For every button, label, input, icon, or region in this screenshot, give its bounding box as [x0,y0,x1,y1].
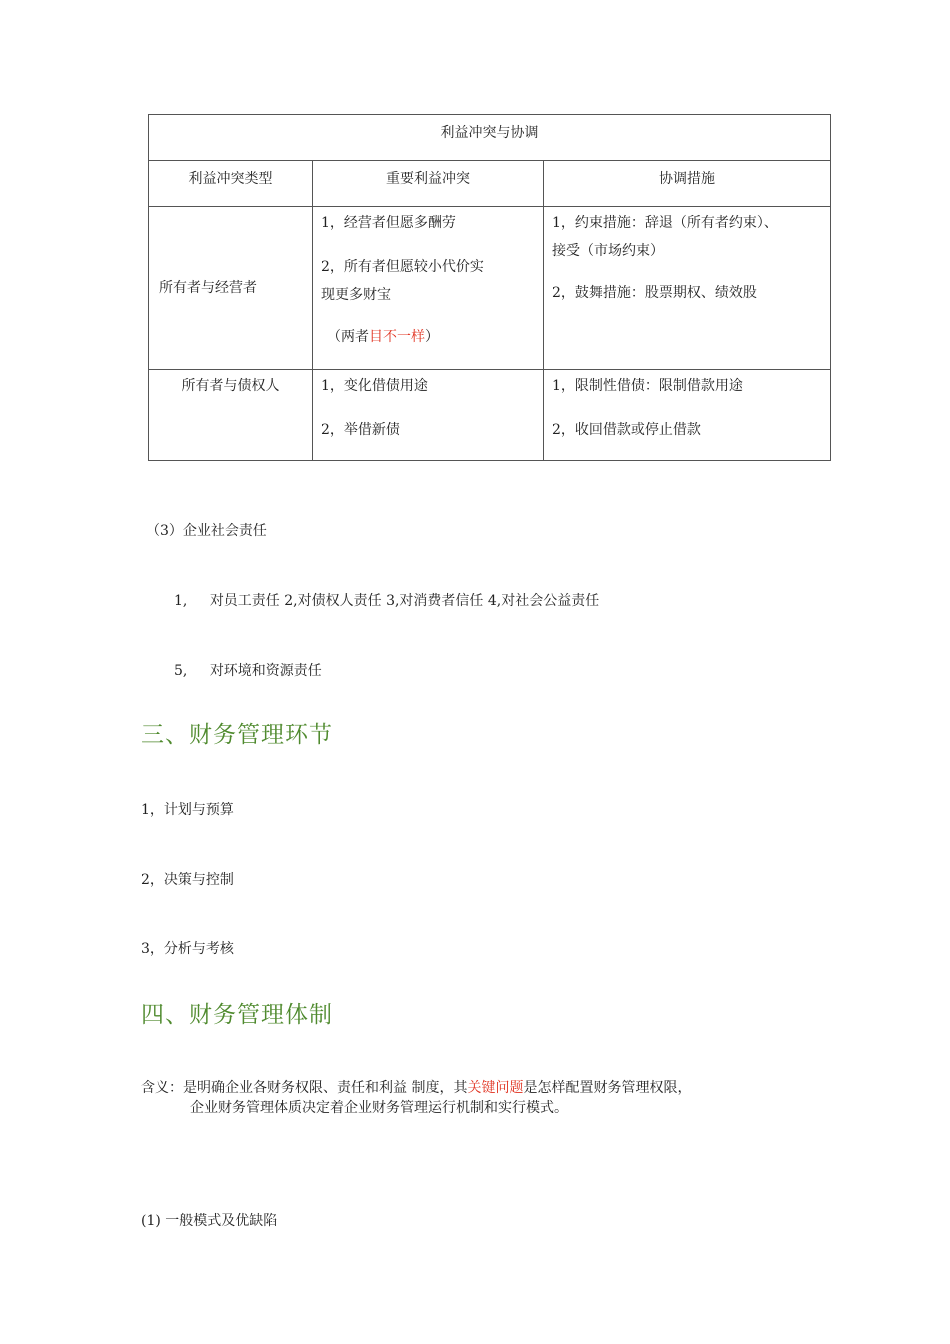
table-title-cell [149,115,831,161]
row1-type: 所有者与经营者 [159,280,257,296]
row1-measure-1a: 1，约束措施：辞退（所有者约束）、 [552,215,778,231]
row1-type-cell [149,207,313,370]
row2-type: 所有者与债权人 [181,378,280,394]
conflict-table [148,114,831,461]
table-title: 利益冲突与协调 [440,125,539,141]
row1-measure-2: 2，鼓舞措施：股票期权、绩效股 [552,285,757,301]
social-line-1 [174,590,599,610]
row1-note-post: ） [425,329,439,345]
social-line-1-text: 对员工责任 2,对债权人责任 3,对消费者信任 4,对社会公益责任 [209,593,600,609]
section-3-item-1: 1，计划与预算 [141,802,234,818]
header-cell-measure [544,161,831,207]
row2-type-cell [149,370,313,461]
definition-post: 是怎样配置财务管理权限， [523,1080,692,1096]
row2-measure-1: 1，限制性借债：限制借款用途 [552,378,743,394]
definition-key-issue: 关键问题 [467,1080,524,1096]
header-conflict: 重要利益冲突 [386,171,470,187]
row1-conflict-2b: 现更多财宝 [321,287,391,303]
social-line-2-num: 5, [174,663,188,679]
row2-conflict-cell [313,370,544,461]
section-4-heading: 四、财务管理体制 [141,1002,333,1028]
row1-measure-cell [544,207,831,370]
header-type: 利益冲突类型 [188,171,273,187]
row2-measure-2: 2，收回借款或停止借款 [552,422,701,438]
header-cell-conflict [313,161,544,207]
definition-line-1 [141,1077,691,1097]
row1-conflict-cell [313,207,544,370]
row1-measure-1b: 接受（市场约束） [552,243,664,259]
social-heading: （3）企业社会责任 [146,523,267,539]
row2-conflict-1: 1，变化借债用途 [321,378,428,394]
definition-pre: 含义：是明确企业各财务权限、责任和利益 制度，其 [141,1080,468,1096]
header-measure: 协调措施 [659,171,715,187]
row1-note [321,327,535,347]
row1-conflict-2a: 2，所有者但愿较小代价实 [321,259,484,275]
social-line-1-num: 1, [174,593,188,609]
row1-note-red: 目不一样 [369,329,425,345]
section-3-item-2: 2，决策与控制 [141,872,234,888]
header-cell-type [149,161,313,207]
row2-conflict-2: 2，举借新债 [321,422,400,438]
section-3-item-3: 3，分析与考核 [141,941,234,957]
section-3-heading: 三、财务管理环节 [141,722,333,748]
definition-line-2: 企业财务管理体质决定着企业财务管理运行机制和实行模式。 [190,1100,568,1116]
subsection-general-mode: (1) 一般模式及优缺陷 [141,1213,278,1229]
social-line-2 [174,660,322,680]
row2-measure-cell [544,370,831,461]
row1-note-pre: （两者 [327,329,369,345]
social-line-2-text: 对环境和资源责任 [209,663,322,679]
row1-conflict-1: 1，经营者但愿多酬劳 [321,215,456,231]
